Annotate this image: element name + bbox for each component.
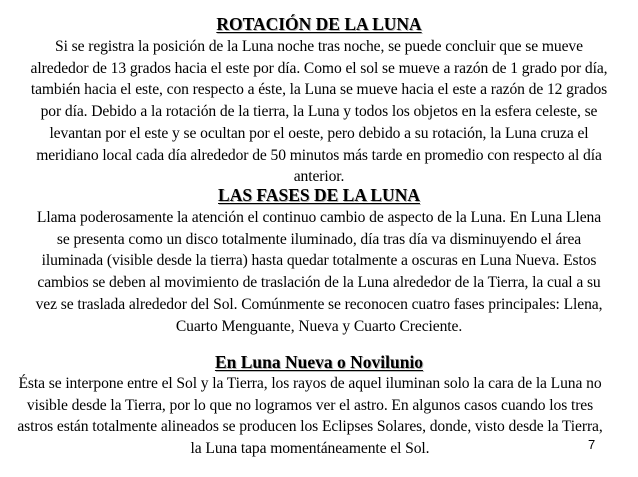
section-body-rotacion: Si se registra la posición de la Luna noche tras noche, se puede concluir que se mueve alrededor de 13 grados hacia el este por día. Como el sol se mueve a razón de 1 grado por día, también hacia el este, con respecto a éste, la Luna se mueve hacia el este a razón de 12 grados por día. Debido a la rotación de la tierra, la Luna y todos los objetos en la esfera celeste, se levantan por el este y se ocultan por el oeste, pero debido a su rotación, la Luna cruza el meridiano local cada día alrededor de 50 minutos más tarde en promedio con respecto al día anterior. — [30, 38, 608, 186]
page-number: 7 — [588, 437, 596, 452]
section-heading-rotacion: ROTACIÓN DE LA LUNA — [216, 14, 422, 34]
section-heading-luna-nueva: En Luna Nueva o Novilunio — [214, 352, 424, 372]
section-heading-fases: LAS FASES DE LA LUNA — [218, 185, 420, 205]
section-body-fases: Llama poderosamente la atención el continuo cambio de aspecto de la Luna. En Luna Llena se presenta como un disco totalmente iluminado, día tras día va disminuyendo el área iluminada (visible desde la tierra) hasta quedar totalmente a oscuras en Luna Nueva. Estos cambios se deben al movimiento de traslación de la Luna alrededor de la Tierra, la cual a su vez se traslada alrededor del Sol. Comúnmente se reconocen cuatro fases principales: Llena, Cuarto Menguante, Nueva y Cuarto Creciente. — [35, 209, 603, 335]
section-body-luna-nueva: Ésta se interpone entre el Sol y la Tierra, los rayos de aquel iluminan solo la cara de la Luna no visible desde la Tierra, por lo que no logramos ver el astro. En algunos casos cuando los tres astros están totalmente alineados se producen los Eclipses Solares, donde, visto desde la Tierra, la Luna tapa momentáneamente el Sol. — [17, 375, 603, 458]
